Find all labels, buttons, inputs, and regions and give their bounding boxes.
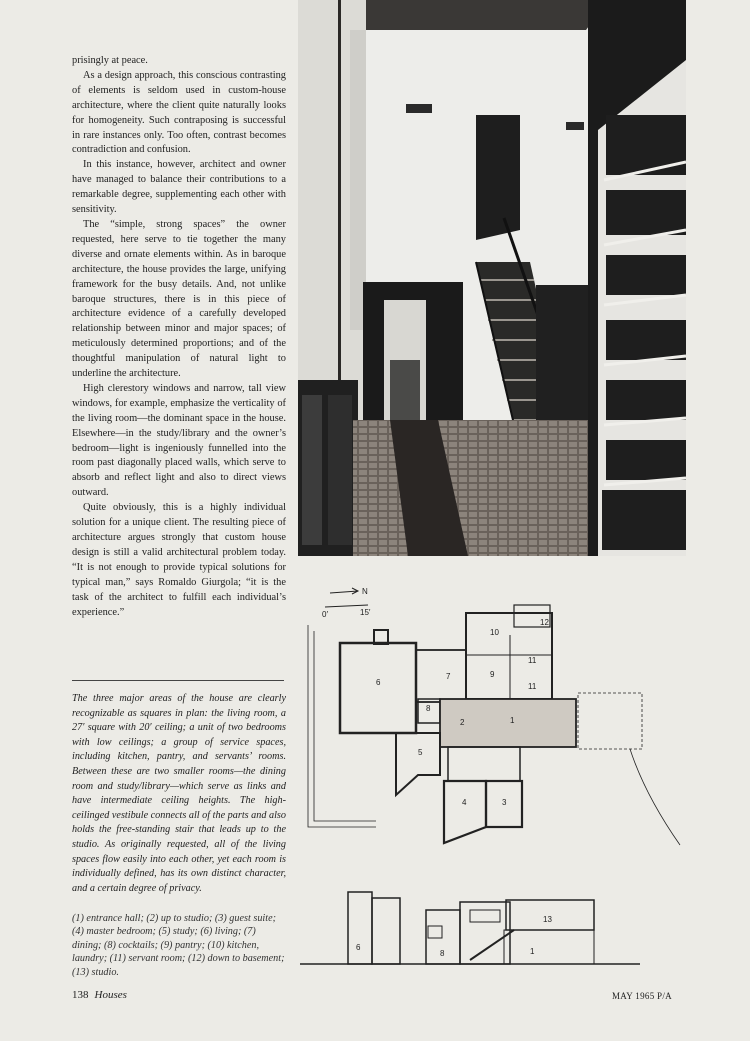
paragraph: High clerestory windows and narrow, tall view windows, for example, emphasize the verticality of the living room—the dominant space in the house. Elsewhere—in the study/library and the owner’s bedroom—light is ingeniously funnelled into the room past diagonally placed walls, which serve to absorb and reflect light and also to direct views outward. — [72, 382, 286, 499]
room-label-4: 4 — [462, 798, 467, 807]
interior-photograph — [298, 0, 686, 556]
section-label-6: 6 — [356, 943, 361, 952]
page-footer-left — [72, 989, 127, 1001]
issue-label: MAY 1965 P/A — [612, 991, 672, 1001]
room-label-8: 8 — [426, 704, 431, 713]
section-name: Houses — [94, 989, 127, 1001]
paragraph: As a design approach, this conscious contrasting of elements is seldom used in custom-house architecture, where the client quite naturally looks for homogeneity. Such contraposing is successful in rare instances only. Too often, contrast becomes contradiction and confusion. — [72, 69, 286, 156]
caption-divider — [72, 680, 284, 681]
section-label-1: 1 — [530, 947, 535, 956]
page-number: 138 — [72, 989, 89, 1001]
room-label-10: 10 — [490, 628, 499, 637]
paragraph: The “simple, strong spaces” the owner requested, here serve to tie together the many diverse and ornate elements within. As in baroque architecture, the house provides the large, unifying framework for the busy details. And, not unlike baroque structures, there is in this piece of architecture evidence of a carefully developed relationship between minor and major spaces; of meticulously determined proportions; and of the thoughtful manipulation of natural light to underline the architecture. — [72, 218, 286, 380]
paragraph: prisingly at peace. — [72, 55, 148, 66]
room-label-11: 11 — [528, 656, 537, 665]
section-label-8: 8 — [440, 949, 445, 958]
floor-plan — [300, 575, 690, 860]
room-label-3: 3 — [502, 798, 507, 807]
room-label-7: 7 — [446, 672, 451, 681]
room-label-6: 6 — [376, 678, 381, 687]
room-legend: (1) entrance hall; (2) up to studio; (3) guest suite; (4) master bedroom; (5) study; (6) living; (7) dining; (8) cocktails; (9) pantry; (10) kitchen, laundry; (11) servant room; (12) down to basement; (13) studio. — [72, 913, 285, 978]
north-arrow-icon — [330, 588, 358, 594]
room-label-11b: 11 — [528, 682, 537, 691]
room-label-1: 1 — [510, 716, 515, 725]
paragraph: In this instance, however, architect and owner have managed to balance their contributions to a remarkable degree, supplementing each other with sensitivity. — [72, 159, 286, 216]
section-label-13: 13 — [543, 915, 552, 924]
room-label-2: 2 — [460, 718, 465, 727]
scale-end: 15′ — [360, 608, 371, 617]
room-label-9: 9 — [490, 670, 495, 679]
room-label-5: 5 — [418, 748, 423, 757]
building-section — [300, 880, 640, 975]
north-label: N — [362, 587, 368, 596]
scale-start: 0′ — [322, 610, 328, 619]
paragraph: Quite obviously, this is a highly individual solution for a unique client. The resulting piece of architecture argues strongly that custom house design is still a valid architectural problem today. “It is not enough to provide typical solutions for typical man,” says Romaldo Giurgola; “it is the task of the architect to fulfill each individual’s experience.” — [72, 502, 286, 618]
room-label-12: 12 — [540, 618, 549, 627]
plan-caption: The three major areas of the house are clearly recognizable as squares in plan: the living room, a 27′ square with 20′ ceiling; a unit of two bedrooms with low ceilings; a group of service spaces, including kitchen, pantry, and servants’ rooms. Between these are two smaller rooms—the dining room and study/library—which serve as links and have intermediate ceiling heights. The high-ceilinged vestibule connects all of the parts and also holds the free-standing stair that leads up to the studio. As originally requested, all of the living spaces flow easily into each other, yet each room is individually defined, has its own distinct character, and a certain degree of privacy. — [72, 693, 286, 894]
body-text-column — [72, 54, 286, 620]
